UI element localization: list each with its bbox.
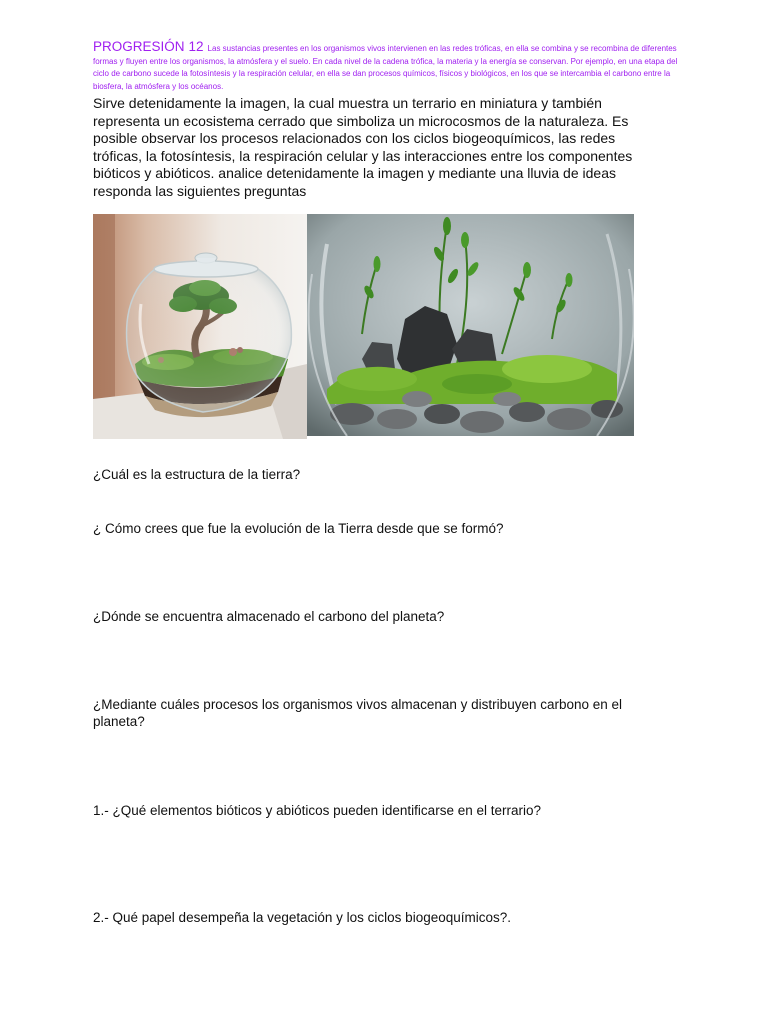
question-carbon-processes: ¿Mediante cuáles procesos los organismos vivos almacenan y distribuyen carbono en el planeta?: [93, 697, 623, 729]
question-carbon-storage: ¿Dónde se encuentra almacenado el carbono del planeta?: [93, 609, 445, 624]
intro-paragraph: Sirve detenidamente la imagen, la cual muestra un terrario en miniatura y también representa un ecosistema cerrado que simboliza un microcosmos de la naturaleza. Es posible observar los procesos relacionados con los ciclos biogeoquímicos, las redes tróficas, la fotosíntesis, la respiración celular y las interacciones entre los componentes bióticos y abióticos. analice detenidamente la imagen y mediante una lluvia de ideas responda las siguientes preguntas: [93, 95, 633, 199]
terrarium-bonsai-photo: [93, 214, 307, 439]
question-earth-evolution: ¿ Cómo crees que fue la evolución de la Tierra desde que se formó?: [93, 521, 504, 536]
progression-description: Las sustancias presentes en los organismos vivos intervienen en las redes tróficas, en ella se combina y se recombina de diferentes formas y fluyen entre los organismos, la atmósfera y el suelo. En cada nivel de la cadena trófica, la materia y la energía se conservan. Por ejemplo, en una etapa del ciclo de carbono sucede la fotosíntesis y la respiración celular, en ella se dan procesos químicos, físicos y biológicos, en los que se intercambia el carbono entre la biosfera, la atmósfera y los océanos.: [93, 44, 678, 91]
terrarium-images: [93, 212, 634, 438]
progression-header: [93, 39, 683, 92]
question-vegetation-role: 2.- Qué papel desempeña la vegetación y los ciclos biogeoquímicos?.: [93, 910, 511, 925]
question-biotic-abiotic: 1.- ¿Qué elementos bióticos y abióticos pueden identificarse en el terrario?: [93, 803, 541, 818]
terrarium-moss-rocks-photo: [307, 214, 634, 436]
progression-number: 12: [188, 39, 204, 54]
progression-label: PROGRESIÓN: [93, 39, 185, 54]
question-earth-structure: ¿Cuál es la estructura de la tierra?: [93, 467, 301, 482]
